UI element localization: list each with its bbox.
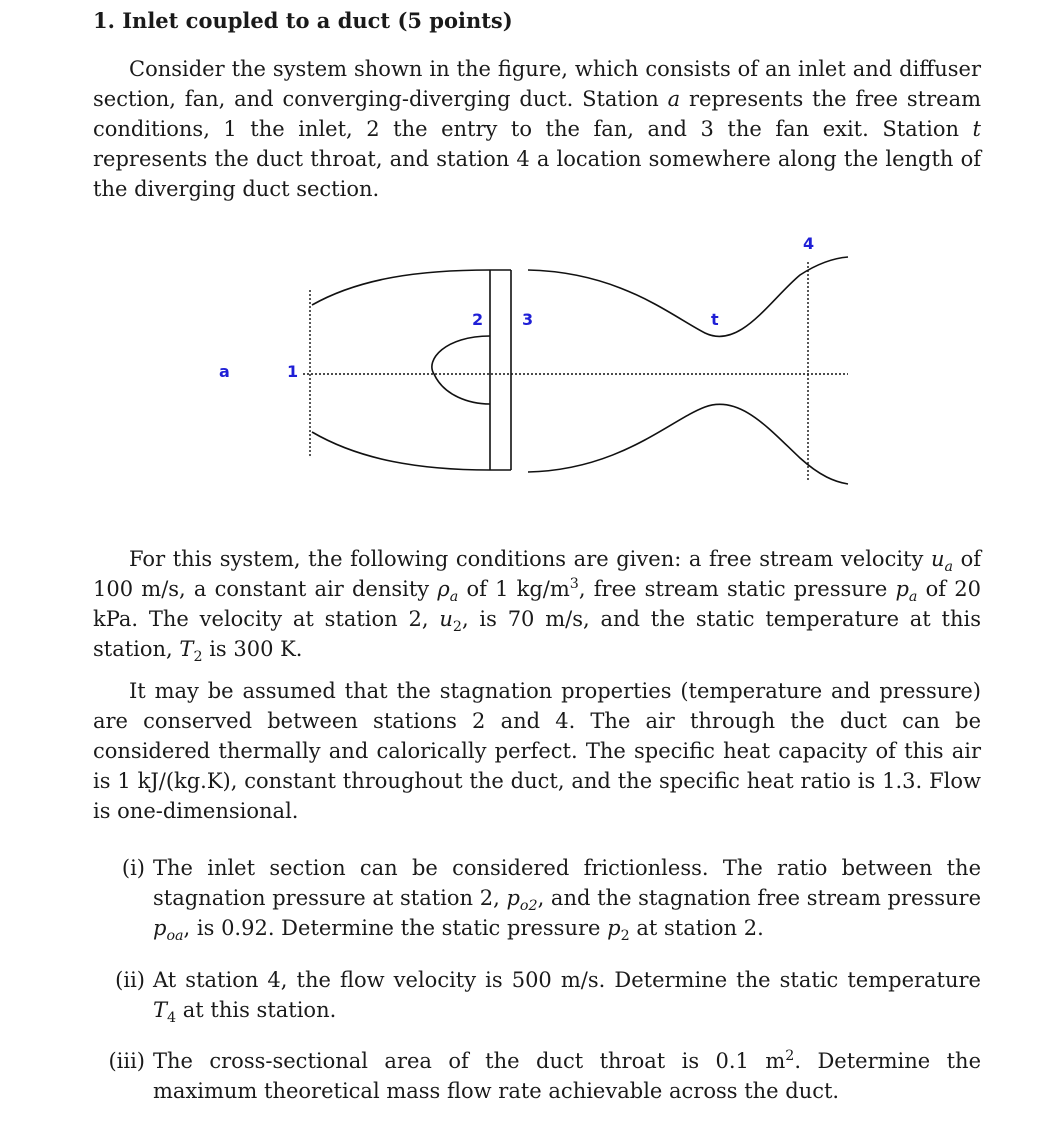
conditions-text-5: of 20 kPa. The velocity at station 2, xyxy=(93,577,981,631)
var-po2: p xyxy=(506,886,520,910)
var-pa-sub: a xyxy=(908,589,918,606)
conditions-text-4: , free stream static pressure xyxy=(578,577,896,601)
var-ua: u xyxy=(930,547,945,571)
station-1-label: 1 xyxy=(287,362,299,381)
item-i-text-1: The inlet section can be considered frictionless. The ratio between the stagnation pressure at station 2, xyxy=(153,856,981,910)
var-t4: T xyxy=(153,998,168,1022)
unit-sup: 2 xyxy=(785,1048,795,1064)
sub-question-text xyxy=(153,1046,981,1106)
var-p2-sub: 2 xyxy=(620,928,630,945)
assumptions-paragraph: It may be assumed that the stagnation properties (temperature and pressure) are conserved between stations 2 and 4. The air through the duct can be considered thermally and calorically perfect. The specific heat capacity of this air is 1 kJ/(kg.K), constant throughout the duct, and the specific heat ratio is 1.3. Flow is one-dimensional. xyxy=(93,679,981,823)
sub-question-text xyxy=(153,853,981,943)
var-po2-sub: o2 xyxy=(519,898,538,915)
var-poa-sub: oa xyxy=(166,928,184,945)
var-u2-sub: 2 xyxy=(452,619,462,636)
conditions-text-2: of 100 m/s, a constant air density xyxy=(93,547,981,601)
conditions-text-1: For this system, the following conditions are given: a free stream velocity xyxy=(129,547,931,571)
item-i-text-4: at station 2. xyxy=(629,916,764,940)
item-ii-text-2: at this station. xyxy=(176,998,337,1022)
item-iii-text-2: . Determine the maximum theoretical mass flow rate achievable across the duct. xyxy=(153,1049,982,1103)
intro-text-3: represents the duct throat, and station 4 a location somewhere along the length of the diverging duct section. xyxy=(93,147,981,201)
station-3-label: 3 xyxy=(522,310,534,329)
question-heading: 1. Inlet coupled to a duct (5 points) xyxy=(93,8,513,33)
item-i-text-3: , is 0.92. Determine the static pressure xyxy=(183,916,608,940)
sub-question-number: (iii) xyxy=(108,1049,145,1073)
station-a-label: a xyxy=(219,362,230,381)
var-p2: p xyxy=(607,916,621,940)
conditions-paragraph xyxy=(93,544,981,664)
var-ua-sub: a xyxy=(944,559,953,576)
unit-sup: 3 xyxy=(569,576,579,592)
intro-text-2: represents the free stream conditions, 1 the inlet, 2 the entry to the fan, and 3 the fan exit. Station xyxy=(93,87,981,141)
station-2-label: 2 xyxy=(472,310,484,329)
duct-lower-wall xyxy=(528,404,848,484)
duct-diagram xyxy=(0,0,1041,520)
sub-question-text xyxy=(153,965,981,1025)
sub-question-number: (ii) xyxy=(115,968,145,992)
fan-hub xyxy=(432,336,490,404)
station-4-label: 4 xyxy=(803,234,815,253)
conditions-text-6: , is 70 m/s, and the static temperature at this station, xyxy=(93,607,982,661)
var-pa: p xyxy=(895,577,909,601)
station-t-label: t xyxy=(711,310,719,329)
item-iii-text-1: The cross-sectional area of the duct throat is 0.1 m xyxy=(153,1049,786,1073)
intro-text-1: Consider the system shown in the figure, which consists of an inlet and diffuser section, fan, and converging-diverging duct. Station xyxy=(93,57,981,111)
duct-figure xyxy=(0,0,1041,520)
inlet-lower-wall xyxy=(312,432,490,470)
conditions-text-7: is 300 K. xyxy=(202,637,303,661)
item-ii-text-1: At station 4, the flow velocity is 500 m/s. Determine the static temperature xyxy=(153,968,981,992)
var-u2: u xyxy=(439,607,453,631)
var-rho: ρ xyxy=(437,577,450,601)
var-t2-sub: 2 xyxy=(193,649,203,666)
conditions-text-3: of 1 kg/m xyxy=(458,577,570,601)
var-rho-sub: a xyxy=(449,589,459,606)
var-t2: T xyxy=(179,637,194,661)
duct-upper-wall xyxy=(528,257,848,336)
inlet-upper-wall xyxy=(312,270,490,305)
sub-question-number: (i) xyxy=(121,856,145,880)
var-t4-sub: 4 xyxy=(167,1010,177,1027)
var-t: t xyxy=(972,117,981,141)
var-a: a xyxy=(667,87,681,111)
var-poa: p xyxy=(153,916,167,940)
item-i-text-2: , and the stagnation free stream pressure xyxy=(537,886,981,910)
